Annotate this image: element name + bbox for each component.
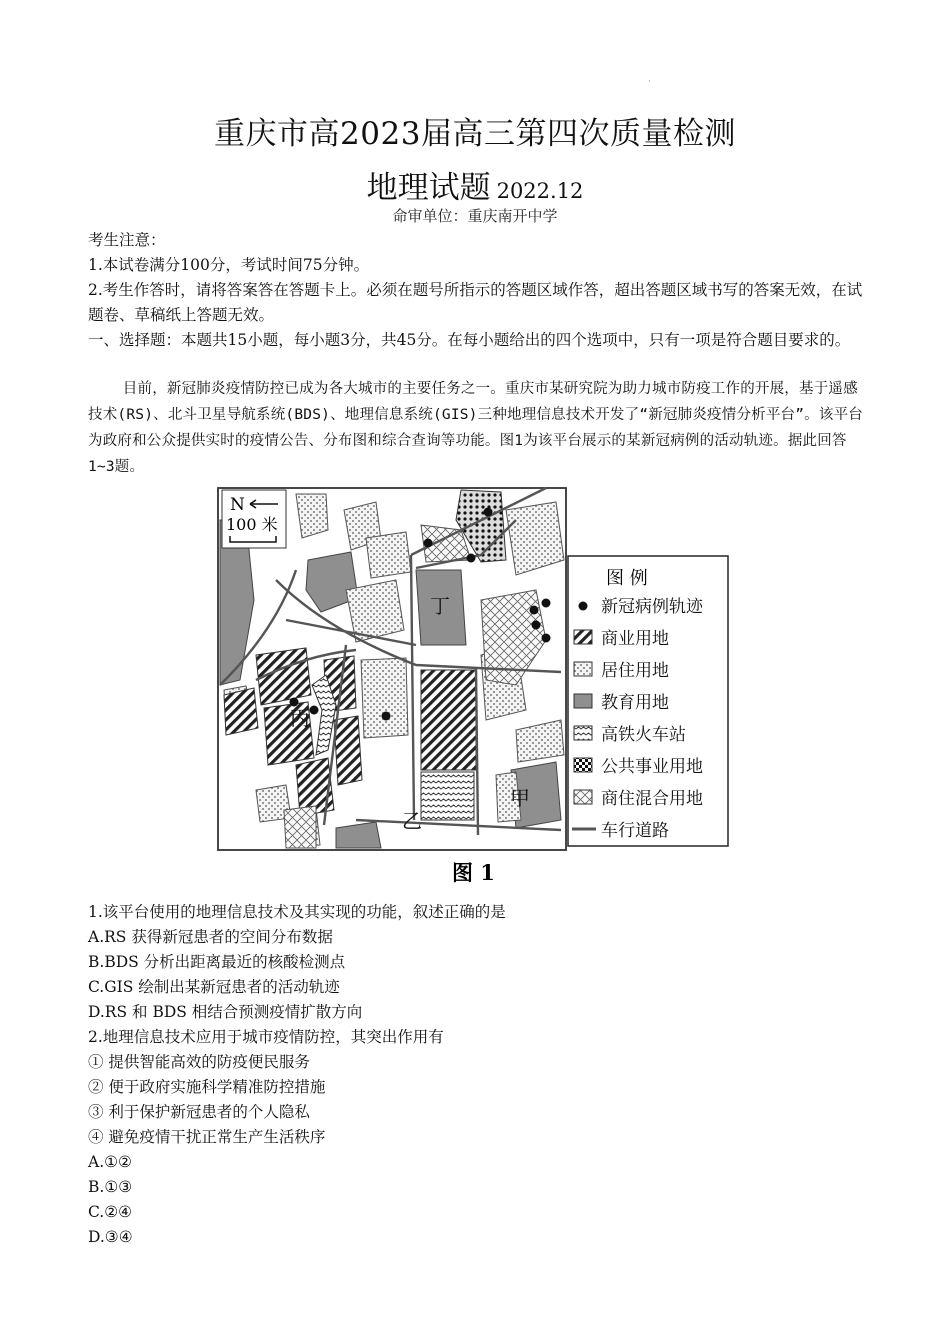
commercial-area (334, 716, 362, 785)
option: C.②④ (88, 1203, 133, 1221)
notice-heading: 考生注意： (88, 231, 166, 249)
exam-subtitle (0, 162, 950, 207)
figure-caption: 图 1 (452, 860, 495, 885)
scan-dot: · (648, 77, 651, 87)
case-dot (382, 712, 391, 721)
notice-item: 1.本试卷满分100分，考试时间75分钟。 (88, 256, 370, 274)
legend-label: 商住混合用地 (601, 789, 703, 809)
notice-block (88, 228, 863, 353)
label-bing: 丙 (290, 706, 310, 730)
north-label: N (230, 495, 245, 515)
figure-1-map (216, 480, 732, 890)
label-yi: 乙 (402, 809, 422, 833)
commercial-area (421, 670, 476, 770)
reading-passage (88, 376, 863, 480)
commercial-area (224, 688, 258, 735)
statement: ③ 利于保护新冠患者的个人隐私 (88, 1103, 310, 1121)
option: D.③④ (88, 1228, 133, 1246)
legend-label: 公共事业用地 (601, 757, 703, 777)
label-ding: 丁 (430, 594, 450, 618)
section-heading: 一、选择题：本题共15小题，每小题3分，共45分。在每小题给出的四个选项中，只有一项是符合题目要求的。 (88, 331, 851, 349)
statement: ② 便于政府实施科学精准防控措施 (88, 1078, 326, 1096)
option: A.RS 获得新冠患者的空间分布数据 (88, 928, 333, 946)
option: C.GIS 绘制出某新冠患者的活动轨迹 (88, 978, 340, 996)
exam-title: 重庆市高2023届高三第四次质量检测 (214, 116, 736, 152)
residential-pattern-icon (574, 662, 592, 676)
case-dot (542, 634, 551, 643)
legend-title: 图 例 (606, 568, 648, 589)
legend-label: 教育用地 (601, 693, 669, 713)
scale-label: 100 米 (226, 515, 278, 534)
notice-item: 2.考生作答时，请将答案答在答题卡上。必须在题号所指示的答题区域作答，超出答题区域书写的答案无效，在试题卷、草稿纸上答题无效。 (88, 281, 863, 324)
mixed-area (284, 806, 316, 848)
option: B.①③ (88, 1178, 133, 1196)
case-dot (467, 554, 476, 563)
question-stem: 2.地理信息技术应用于城市疫情防控，其突出作用有 (88, 1028, 444, 1046)
residential-area (296, 494, 328, 538)
legend-label: 车行道路 (601, 821, 669, 841)
legend-label: 居住用地 (601, 661, 669, 681)
legend-label: 新冠病例轨迹 (601, 597, 703, 617)
public-pattern-icon (574, 758, 592, 772)
commercial-pattern-icon (574, 630, 592, 644)
exam-date: 2022.12 (496, 179, 584, 203)
question-stem: 1.该平台使用的地理信息技术及其实现的功能，叙述正确的是 (88, 903, 506, 921)
statement: ① 提供智能高效的防疫便民服务 (88, 1053, 310, 1071)
case-dot (484, 508, 493, 517)
case-dot (532, 621, 541, 630)
case-dot (424, 539, 433, 548)
case-dot (542, 599, 551, 608)
mixed-pattern-icon (574, 790, 592, 804)
option: A.①② (88, 1153, 132, 1171)
residential-area (366, 532, 411, 578)
case-dot (530, 606, 539, 615)
case-dot-icon (579, 602, 588, 611)
railway-station-pattern-icon (574, 726, 592, 740)
railway-station-area (421, 772, 474, 820)
legend-label: 商业用地 (601, 629, 669, 649)
option: D.RS 和 BDS 相结合预测疫情扩散方向 (88, 1003, 363, 1021)
passage-text: 目前，新冠肺炎疫情防控已成为各大城市的主要任务之一。重庆市某研究院为助力城市防疫工作的开展，基于遥感技术(RS)、北斗卫星导航系统(BDS)、地理信息系统(GIS)三种地理信息技术开发了“新冠肺炎疫情分析平台”。该平台为政府和公众提供实时的疫情公告、分布图和综合查询等功能。图1为该平台展示的某新冠病例的活动轨迹。据此回答1~3题。 (88, 381, 863, 475)
questions-block (88, 900, 863, 1250)
setter-unit: 命审单位：重庆南开中学 (392, 207, 558, 225)
residential-area (361, 658, 408, 738)
statement: ④ 避免疫情干扰正常生产生活秩序 (88, 1128, 326, 1146)
label-jia: 甲 (510, 786, 530, 810)
legend-label: 高铁火车站 (601, 725, 686, 745)
case-dot (310, 706, 319, 715)
subject-title: 地理试题 (366, 170, 491, 206)
education-pattern-icon (574, 694, 592, 708)
option: B.BDS 分析出距离最近的核酸检测点 (88, 953, 346, 971)
